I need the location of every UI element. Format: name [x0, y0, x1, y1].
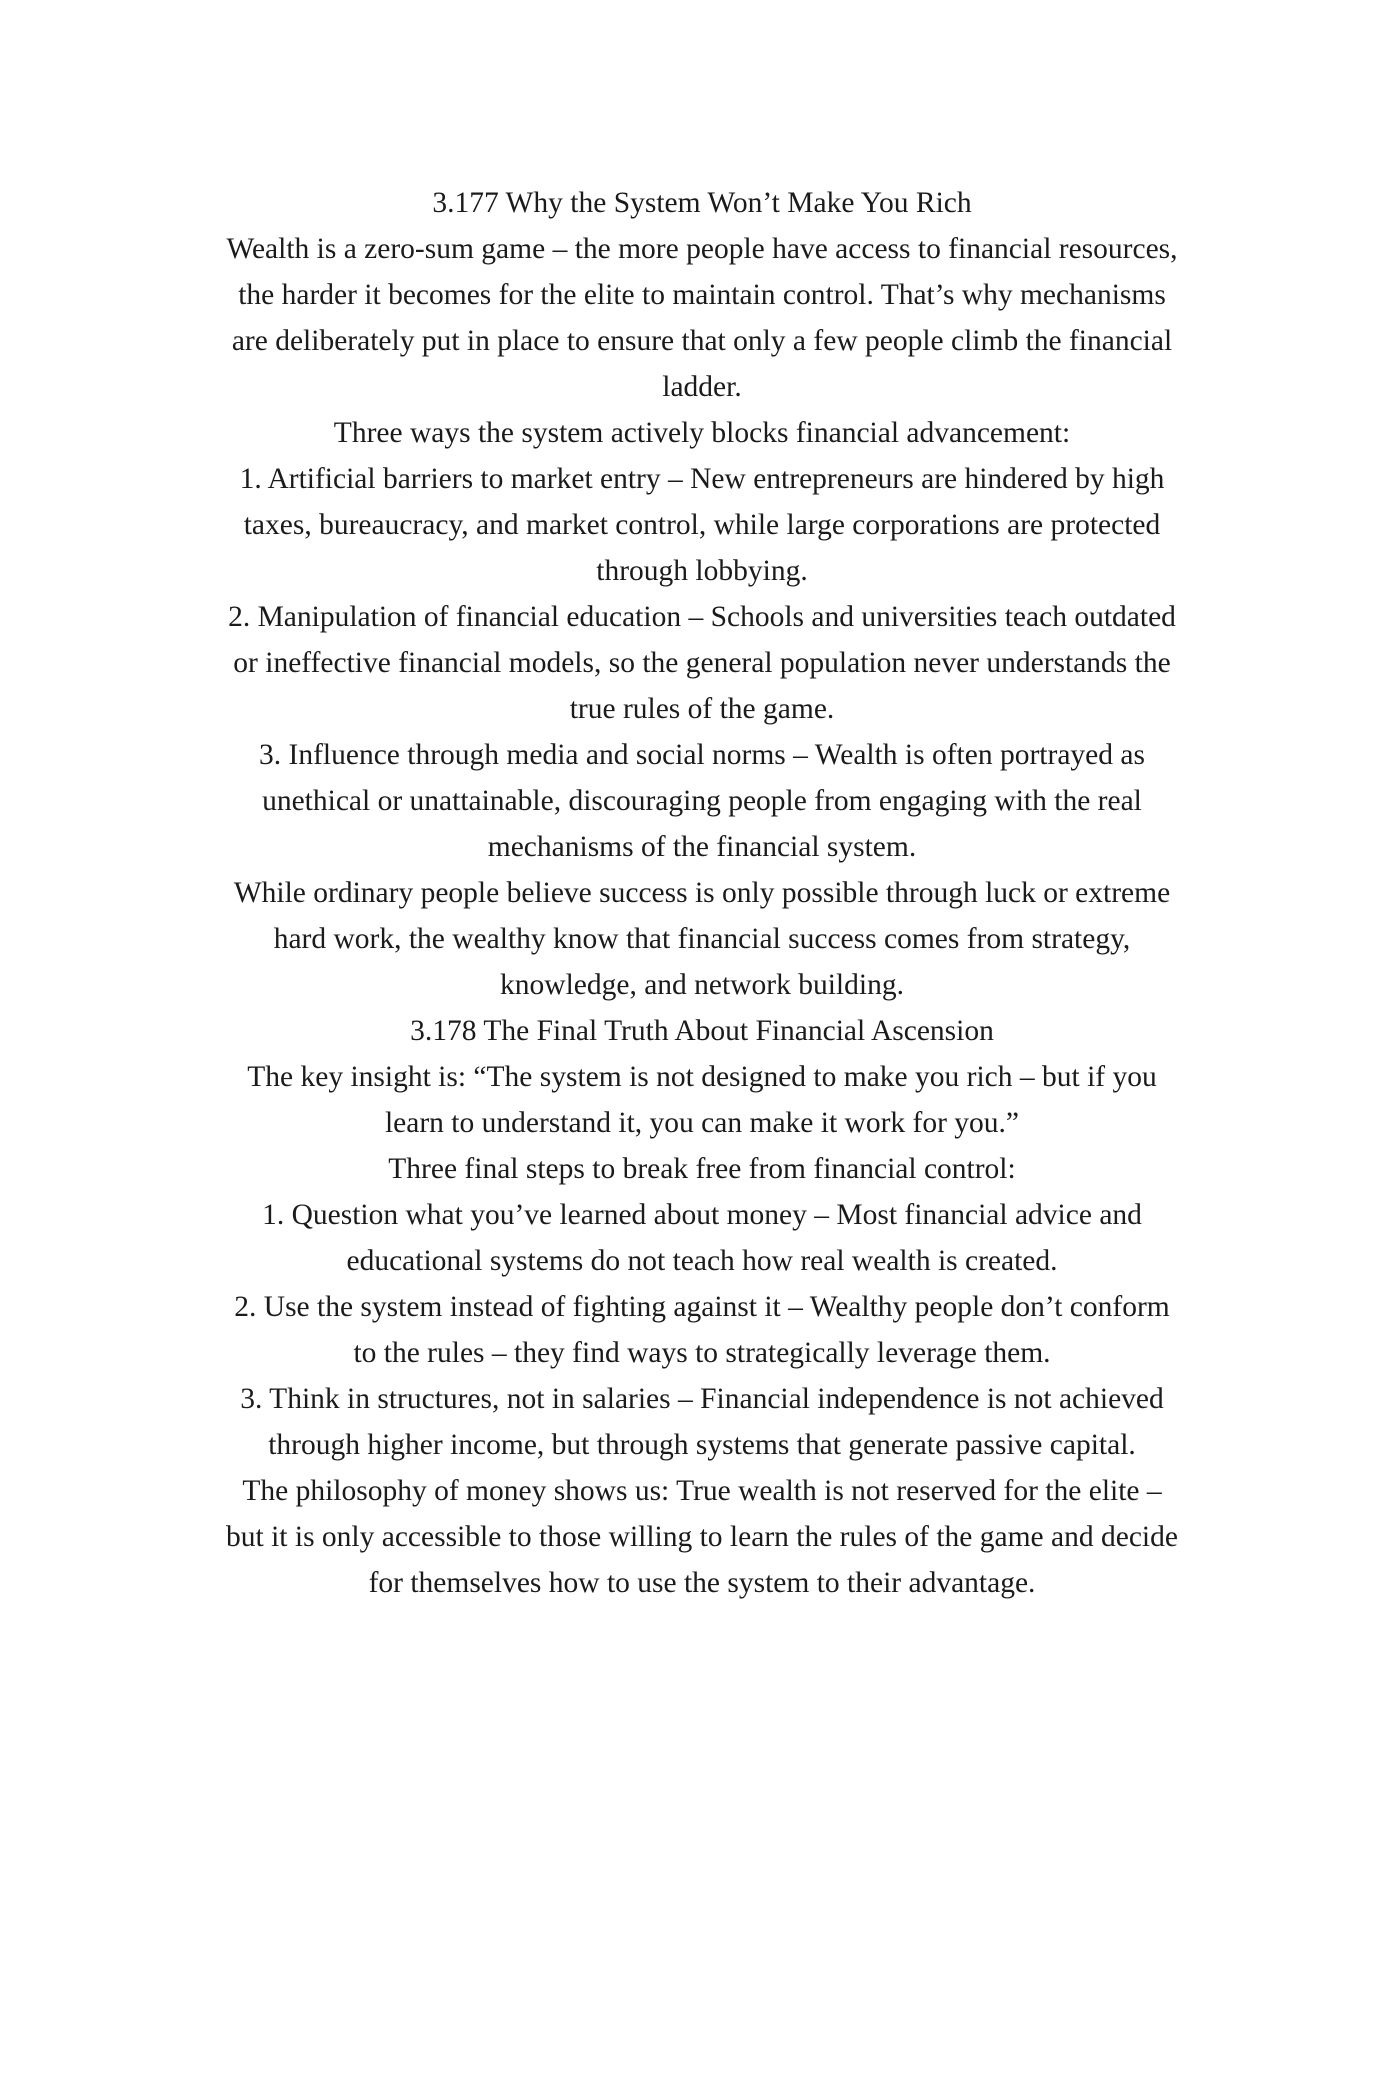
- text-line: 3. Influence through media and social norms – Wealth is often portrayed as: [259, 739, 1145, 771]
- list-intro-steps: [0, 1146, 1382, 1192]
- text-line: The philosophy of money shows us: True wealth is not reserved for the elite –: [242, 1475, 1162, 1507]
- text-line: 2. Use the system instead of fighting against it – Wealthy people don’t conform: [234, 1291, 1170, 1323]
- text-line: While ordinary people believe success is only possible through luck or extreme: [233, 877, 1171, 909]
- list-intro-blocks: [0, 410, 1382, 456]
- ordinary-vs-wealthy-paragraph: [0, 870, 1382, 1008]
- text-line: taxes, bureaucracy, and market control, while large corporations are protected: [243, 509, 1161, 541]
- text-line: educational systems do not teach how real wealth is created.: [346, 1245, 1058, 1277]
- text-line: learn to understand it, you can make it work for you.”: [384, 1107, 1020, 1139]
- text-line: hard work, the wealthy know that financial success comes from strategy,: [273, 923, 1131, 955]
- blocks-item-2: [0, 594, 1382, 732]
- heading-line: 3.177 Why the System Won’t Make You Rich: [432, 187, 972, 219]
- blocks-item-1: [0, 456, 1382, 594]
- text-line: true rules of the game.: [569, 693, 835, 725]
- text-line: 1. Artificial barriers to market entry – New entrepreneurs are hindered by high: [239, 463, 1165, 495]
- text-line: Wealth is a zero-sum game – the more people have access to financial resources,: [226, 233, 1178, 265]
- text-line: Three final steps to break free from financial control:: [388, 1153, 1016, 1185]
- blocks-item-3: [0, 732, 1382, 870]
- text-line: The key insight is: “The system is not designed to make you rich – but if you: [247, 1061, 1157, 1093]
- text-line: through lobbying.: [596, 555, 808, 587]
- section-heading-3-177: [0, 180, 1382, 226]
- text-line: to the rules – they find ways to strategically leverage them.: [353, 1337, 1051, 1369]
- text-line: are deliberately put in place to ensure that only a few people climb the financial: [231, 325, 1173, 357]
- document-page: [0, 180, 1382, 1606]
- text-line: through higher income, but through systems that generate passive capital.: [268, 1429, 1136, 1461]
- steps-item-2: [0, 1284, 1382, 1376]
- text-line: Three ways the system actively blocks financial advancement:: [333, 417, 1071, 449]
- section-heading-3-178: [0, 1008, 1382, 1054]
- text-line: the harder it becomes for the elite to maintain control. That’s why mechanisms: [238, 279, 1166, 311]
- intro-paragraph: [0, 226, 1382, 410]
- text-line: ladder.: [662, 371, 742, 403]
- heading-line: 3.178 The Final Truth About Financial Ascension: [410, 1015, 994, 1047]
- text-line: knowledge, and network building.: [500, 969, 904, 1001]
- text-line: 1. Question what you’ve learned about money – Most financial advice and: [262, 1199, 1142, 1231]
- text-line: 2. Manipulation of financial education – Schools and universities teach outdated: [228, 601, 1176, 633]
- key-insight-paragraph: [0, 1054, 1382, 1146]
- text-line: unethical or unattainable, discouraging people from engaging with the real: [262, 785, 1142, 817]
- text-line: mechanisms of the financial system.: [487, 831, 917, 863]
- text-line: for themselves how to use the system to their advantage.: [368, 1567, 1036, 1599]
- conclusion-paragraph: [0, 1468, 1382, 1606]
- steps-item-3: [0, 1376, 1382, 1468]
- text-line: but it is only accessible to those willing to learn the rules of the game and decide: [226, 1521, 1178, 1553]
- text-line: 3. Think in structures, not in salaries – Financial independence is not achieved: [240, 1383, 1164, 1415]
- text-line: or ineffective financial models, so the general population never understands the: [233, 647, 1171, 679]
- steps-item-1: [0, 1192, 1382, 1284]
